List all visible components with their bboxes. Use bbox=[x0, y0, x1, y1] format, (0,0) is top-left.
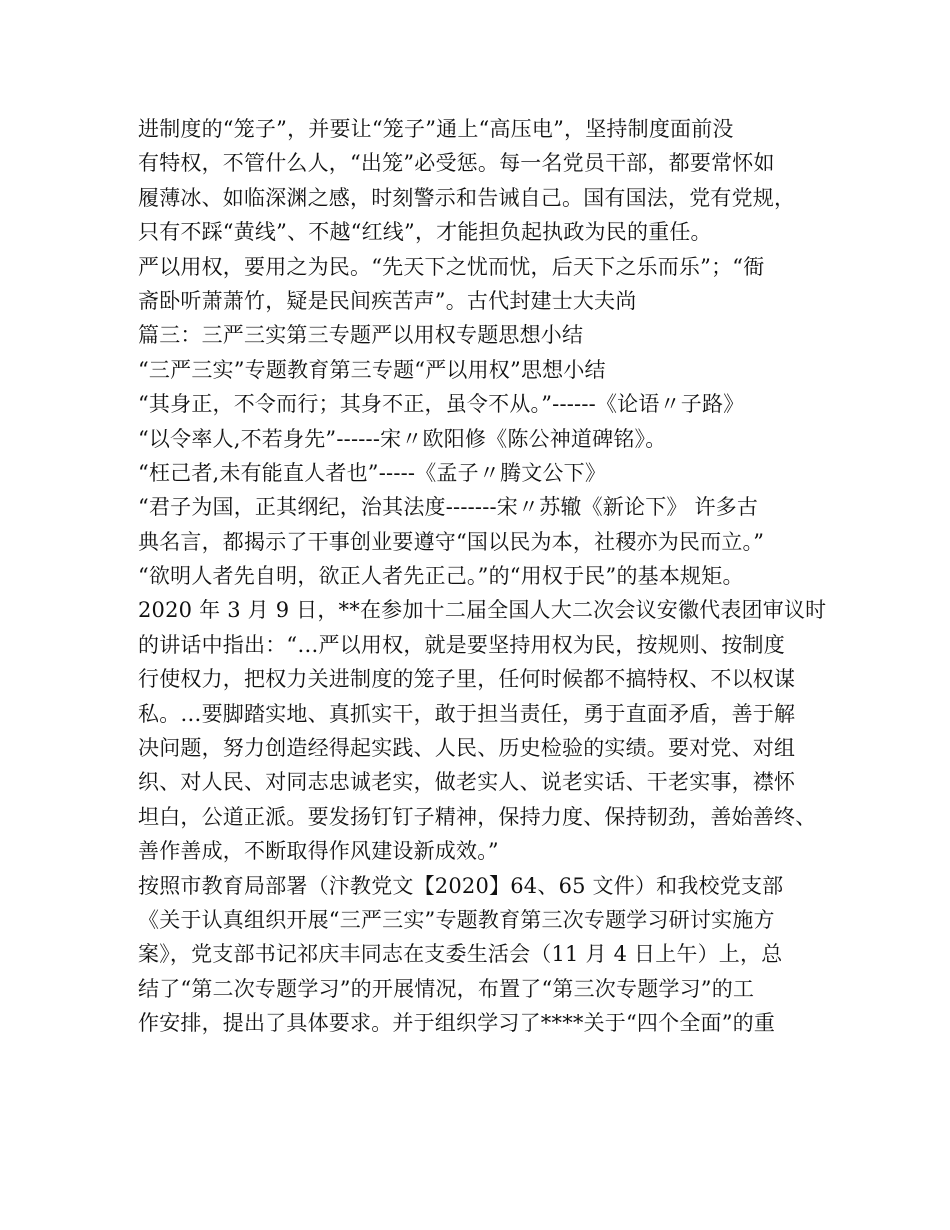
text-line: 案》，党支部书记祁庆丰同志在支委生活会（11 月 4 日上午）上，总 bbox=[138, 942, 783, 967]
text-line: 2020 年 3 月 9 日，**在参加十二届全国人大二次会议安徽代表团审议时 bbox=[138, 598, 827, 623]
text-line: 行使权力，把权力关进制度的笼子里，任何时候都不搞特权、不以权谋 bbox=[138, 667, 796, 692]
quote-line: “君子为国，正其纲纪，治其法度-------宋〃苏辙《新论下》 许多古 bbox=[138, 495, 759, 520]
text-line: 按照市教育局部署（汴教党文【2020】64、65 文件）和我校党支部 bbox=[138, 873, 784, 898]
text-line: 坦白，公道正派。要发扬钉钉子精神，保持力度、保持韧劲，善始善终、 bbox=[138, 804, 817, 829]
quote-line: “以令率人,不若身先”------宋〃欧阳修《陈公神道碑铭》。 bbox=[138, 426, 667, 451]
text-line: 决问题，努力创造经得起实践、人民、历史检验的实绩。要对党、对组 bbox=[138, 736, 796, 761]
text-line: 善作善成，不断取得作风建设新成效。” bbox=[138, 839, 499, 864]
text-line: 作安排，提出了具体要求。并于组织学习了****关于“四个全面”的重 bbox=[138, 1011, 776, 1036]
quote-line: “枉己者,未有能直人者也”-----《孟子〃腾文公下》 bbox=[138, 460, 607, 485]
text-line: 严以用权，要用之为民。“先天下之忧而忧，后天下之乐而乐”；“衙 bbox=[138, 254, 765, 279]
text-line: 斋卧听萧萧竹，疑是民间疾苦声”。古代封建士大夫尚 bbox=[138, 288, 637, 313]
text-line: 只有不踩“黄线”、不越“红线”，才能担负起执政为民的重任。 bbox=[138, 220, 712, 245]
quote-line: “其身正，不令而行；其身不正，虽令不从。”------《论语〃子路》 bbox=[138, 392, 745, 417]
text-line: 的讲话中指出：“…严以用权，就是要坚持用权为民，按规则、按制度 bbox=[138, 632, 785, 657]
text-line: 织、对人民、对同志忠诚老实，做老实人、说老实话、干老实事，襟怀 bbox=[138, 770, 796, 795]
text-line: 典名言，都揭示了干事创业要遵守“国以民为本，社稷亦为民而立。” bbox=[138, 529, 765, 554]
body-text bbox=[138, 112, 828, 1041]
text-line: 有特权，不管什么人，“出笼”必受惩。每一名党员干部，都要常怀如 bbox=[138, 151, 775, 176]
subtitle: “三严三实”专题教育第三专题“严以用权”思想小结 bbox=[138, 357, 606, 382]
text-line: 结了“第二次专题学习”的开展情况，布置了“第三次专题学习”的工 bbox=[138, 976, 755, 1001]
text-line: 私。…要脚踏实地、真抓实干，敢于担当责任，勇于直面矛盾，善于解 bbox=[138, 701, 796, 726]
text-line: 进制度的“笼子”，并要让“笼子”通上“高压电”，坚持制度面前没 bbox=[138, 117, 734, 141]
text-line: “欲明人者先自明，欲正人者先正己。”的“用权于民”的基本规矩。 bbox=[138, 564, 744, 589]
section-heading: 篇三：三严三实第三专题严以用权专题思想小结 bbox=[138, 323, 584, 348]
text-line: 履薄冰、如临深渊之感，时刻警示和告诫自己。国有国法，党有党规， bbox=[138, 185, 796, 210]
text-line: 《关于认真组织开展“三严三实”专题教育第三次专题学习研讨实施方 bbox=[138, 907, 775, 932]
